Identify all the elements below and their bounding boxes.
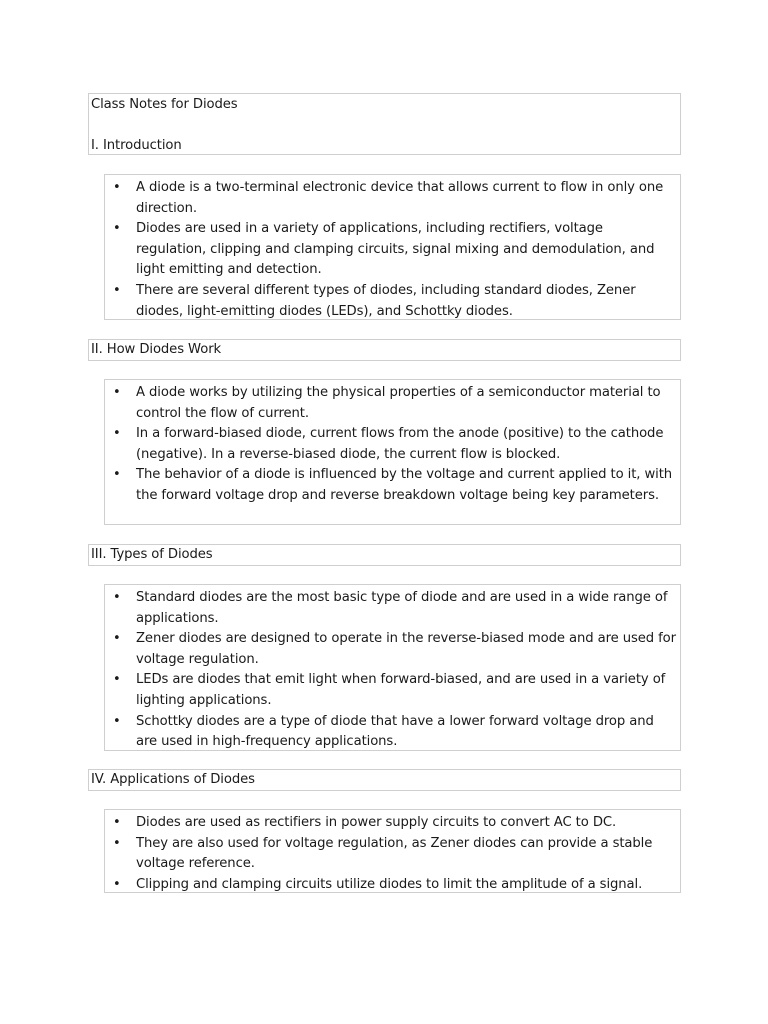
bullet-icon: •: [113, 221, 121, 237]
list-item-text: A diode works by utilizing the physical properties of a semiconductor material to control the flow of current.: [136, 385, 661, 421]
list-item-text: In a forward-biased diode, current flows from the anode (positive) to the cathode (negative). In a reverse-biased diode, the current flow is blocked.: [136, 426, 664, 462]
section-heading-box: [88, 769, 681, 791]
list-item-text: LEDs are diodes that emit light when forward-biased, and are used in a variety of lighting applications.: [136, 672, 666, 708]
list-item-text: Clipping and clamping circuits utilize diodes to limit the amplitude of a signal.: [136, 876, 643, 892]
list-item-text: There are several different types of diodes, including standard diodes, Zener diodes, light-emitting diodes (LEDs), and Schottky diodes.: [136, 282, 636, 319]
bullet-icon: •: [113, 835, 121, 851]
list-item: [105, 670, 676, 711]
list-item-text: Zener diodes are designed to operate in the reverse-biased mode and are used for voltage regulation.: [136, 631, 676, 667]
bullet-list-box: [104, 809, 681, 893]
title-spacer: [91, 116, 680, 136]
bullet-icon: •: [113, 282, 121, 298]
list-item: [105, 588, 676, 629]
bullet-icon: •: [113, 631, 121, 647]
list-item: [105, 281, 676, 322]
list-item: [105, 813, 676, 834]
bullet-list: [105, 588, 676, 753]
title-box: [88, 93, 681, 155]
section-heading-box: [88, 544, 681, 566]
bullet-list: [105, 383, 676, 507]
list-item: [105, 712, 676, 753]
list-item: [105, 834, 676, 875]
section-heading: II. How Diodes Work: [91, 342, 222, 357]
list-item-text: They are also used for voltage regulation, as Zener diodes can provide a stable voltage reference.: [136, 835, 653, 872]
bullet-icon: •: [113, 590, 121, 605]
bullet-icon: •: [113, 467, 121, 483]
list-item-text: Diodes are used in a variety of applications, including rectifiers, voltage regulation, clipping and clamping circuits, signal mixing and demodulation, and light emitting and detection.: [136, 221, 655, 278]
section-heading: III. Types of Diodes: [91, 547, 213, 562]
section-heading: I. Introduction: [91, 137, 182, 153]
section-heading: IV. Applications of Diodes: [91, 772, 255, 787]
bullet-list: [105, 813, 676, 895]
bullet-list-box: [104, 379, 681, 525]
bullet-list: [105, 178, 676, 322]
bullet-list-box: [104, 174, 681, 320]
bullet-icon: •: [113, 385, 121, 400]
list-item-text: Diodes are used as rectifiers in power supply circuits to convert AC to DC.: [136, 815, 617, 830]
list-item: [105, 424, 676, 465]
bullet-icon: •: [113, 180, 121, 195]
list-item: [105, 629, 676, 670]
bullet-icon: •: [113, 426, 121, 442]
list-item-text: Standard diodes are the most basic type of diode and are used in a wide range of applications.: [136, 590, 668, 626]
list-item: [105, 178, 676, 219]
list-item-text: Schottky diodes are a type of diode that have a lower forward voltage drop and are used in high-frequency applications.: [136, 713, 654, 750]
document-title: Class Notes for Diodes: [91, 97, 238, 112]
bullet-icon: •: [113, 876, 121, 892]
bullet-icon: •: [113, 815, 121, 830]
list-item: [105, 875, 676, 896]
bullet-list-box: [104, 584, 681, 751]
list-item-text: The behavior of a diode is influenced by the voltage and current applied to it, with the forward voltage drop and reverse breakdown voltage being key parameters.: [136, 467, 673, 503]
list-item: [105, 383, 676, 424]
bullet-icon: •: [113, 672, 121, 688]
list-item-text: A diode is a two-terminal electronic device that allows current to flow in only one direction.: [136, 180, 664, 216]
section-heading-box: [88, 339, 681, 361]
bullet-icon: •: [113, 713, 121, 729]
list-item: [105, 465, 676, 506]
list-item: [105, 219, 676, 281]
